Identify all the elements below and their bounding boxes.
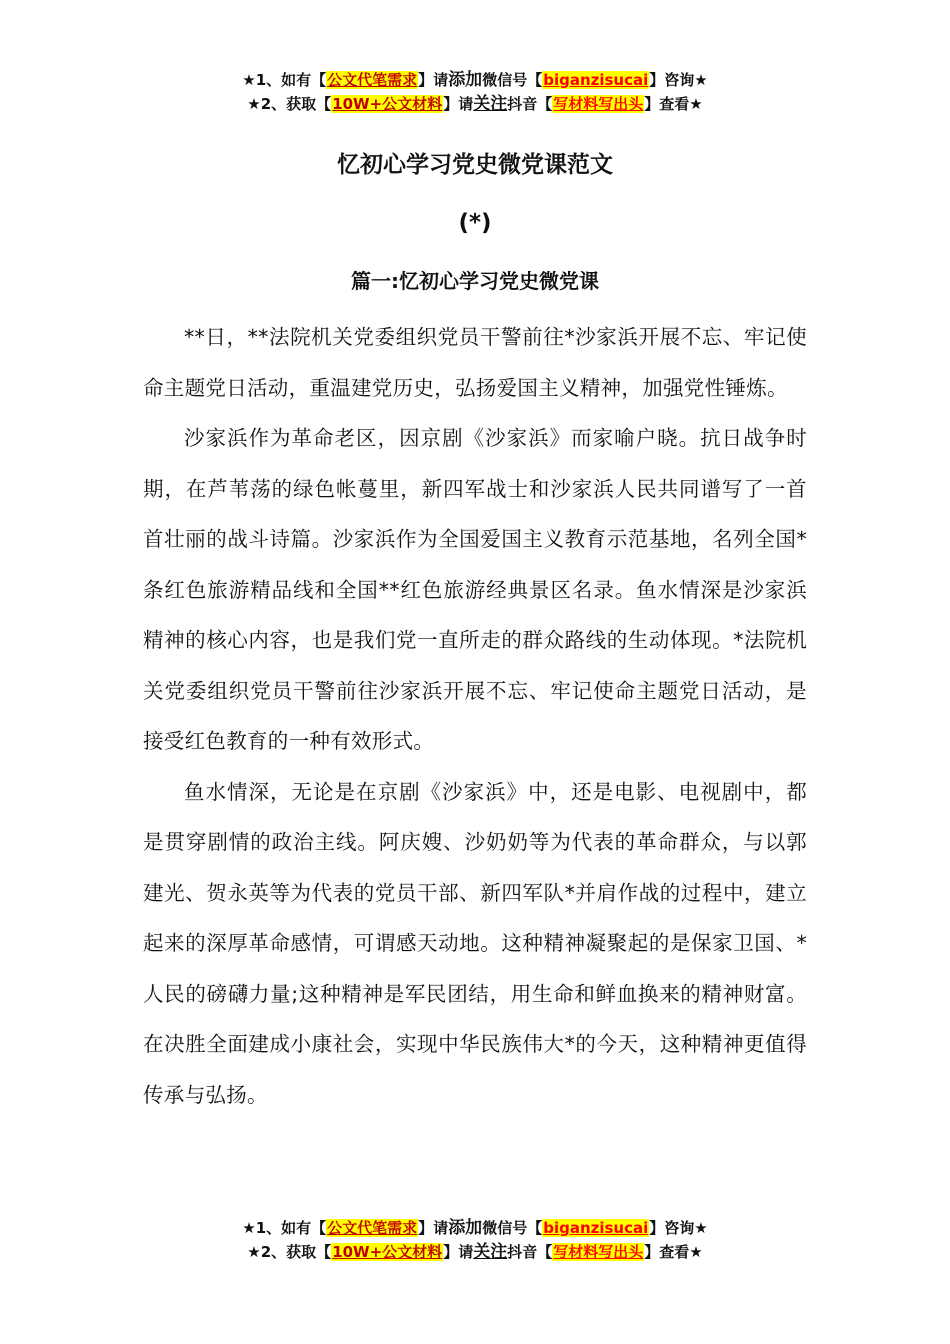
document-body bbox=[143, 312, 807, 1120]
banner-text: 抖音【 bbox=[507, 95, 553, 113]
banner-text: 】请 bbox=[443, 1243, 474, 1261]
highlight-materials: 10W+公文材料 bbox=[332, 95, 443, 113]
banner-text: 抖音【 bbox=[507, 1243, 553, 1261]
highlight-service: 公文代笔需求 bbox=[327, 71, 418, 89]
banner-suffix: 】查看★ bbox=[644, 1243, 703, 1261]
highlight-douyin-account[interactable]: 写材料写出头 bbox=[553, 1243, 644, 1261]
banner-text: 】请 bbox=[443, 95, 474, 113]
banner-suffix: 】咨询★ bbox=[649, 1219, 708, 1237]
banner-line-1 bbox=[0, 68, 950, 92]
highlight-service: 公文代笔需求 bbox=[327, 1219, 418, 1237]
body-paragraph: 鱼水情深，无论是在京剧《沙家浜》中，还是电影、电视剧中，都是贯穿剧情的政治主线。阿庆嫂、沙奶奶等为代表的革命群众，与以郭建光、贺永英等为代表的党员干部、新四军队*并肩作战的过程中，建立起来的深厚革命感情，可谓感天动地。这种精神凝聚起的是保家卫国、*人民的磅礴力量;这种精神是军民团结，用生命和鲜血换来的精神财富。在决胜全面建成小康社会，实现中华民族伟大*的今天，这种精神更值得传承与弘扬。 bbox=[143, 779, 807, 1107]
highlight-wechat-id[interactable]: biganzisucai bbox=[543, 71, 649, 89]
banner-emphasis: 添加 bbox=[448, 70, 483, 90]
footer-banner bbox=[0, 1216, 950, 1264]
banner-text: 】请 bbox=[418, 71, 449, 89]
banner-line-2 bbox=[0, 92, 950, 116]
body-paragraph: **日，**法院机关党委组织党员干警前往*沙家浜开展不忘、牢记使命主题党日活动，重温建党历史，弘扬爱国主义精神，加强党性锤炼。 bbox=[143, 325, 807, 400]
section-heading: 篇一:忆初心学习党史微党课 bbox=[351, 269, 599, 293]
header-banner bbox=[0, 68, 950, 116]
banner-prefix: ★1、如有【 bbox=[242, 71, 327, 89]
banner-line-2 bbox=[0, 1240, 950, 1264]
highlight-wechat-id[interactable]: biganzisucai bbox=[543, 1219, 649, 1237]
banner-emphasis: 关注 bbox=[473, 94, 508, 114]
banner-emphasis: 添加 bbox=[448, 1218, 483, 1238]
highlight-douyin-account[interactable]: 写材料写出头 bbox=[553, 95, 644, 113]
banner-suffix: 】查看★ bbox=[644, 95, 703, 113]
banner-prefix: ★2、获取【 bbox=[247, 1243, 332, 1261]
banner-emphasis: 关注 bbox=[473, 1242, 508, 1262]
banner-prefix: ★2、获取【 bbox=[247, 95, 332, 113]
banner-text: 微信号【 bbox=[482, 1219, 543, 1237]
document-title: 忆初心学习党史微党课范文 bbox=[337, 152, 613, 178]
document-subtitle: (*) bbox=[458, 210, 492, 236]
banner-line-1 bbox=[0, 1216, 950, 1240]
banner-text: 】请 bbox=[418, 1219, 449, 1237]
highlight-materials: 10W+公文材料 bbox=[332, 1243, 443, 1261]
banner-text: 微信号【 bbox=[482, 71, 543, 89]
banner-prefix: ★1、如有【 bbox=[242, 1219, 327, 1237]
body-paragraph: 沙家浜作为革命老区，因京剧《沙家浜》而家喻户晓。抗日战争时期，在芦苇荡的绿色帐蔓里，新四军战士和沙家浜人民共同谱写了一首首壮丽的战斗诗篇。沙家浜作为全国爱国主义教育示范基地，名列全国*条红色旅游精品线和全国**红色旅游经典景区名录。鱼水情深是沙家浜精神的核心内容，也是我们党一直所走的群众路线的生动体现。*法院机关党委组织党员干警前往沙家浜开展不忘、牢记使命主题党日活动，是接受红色教育的一种有效形式。 bbox=[143, 426, 807, 753]
banner-suffix: 】咨询★ bbox=[649, 71, 708, 89]
